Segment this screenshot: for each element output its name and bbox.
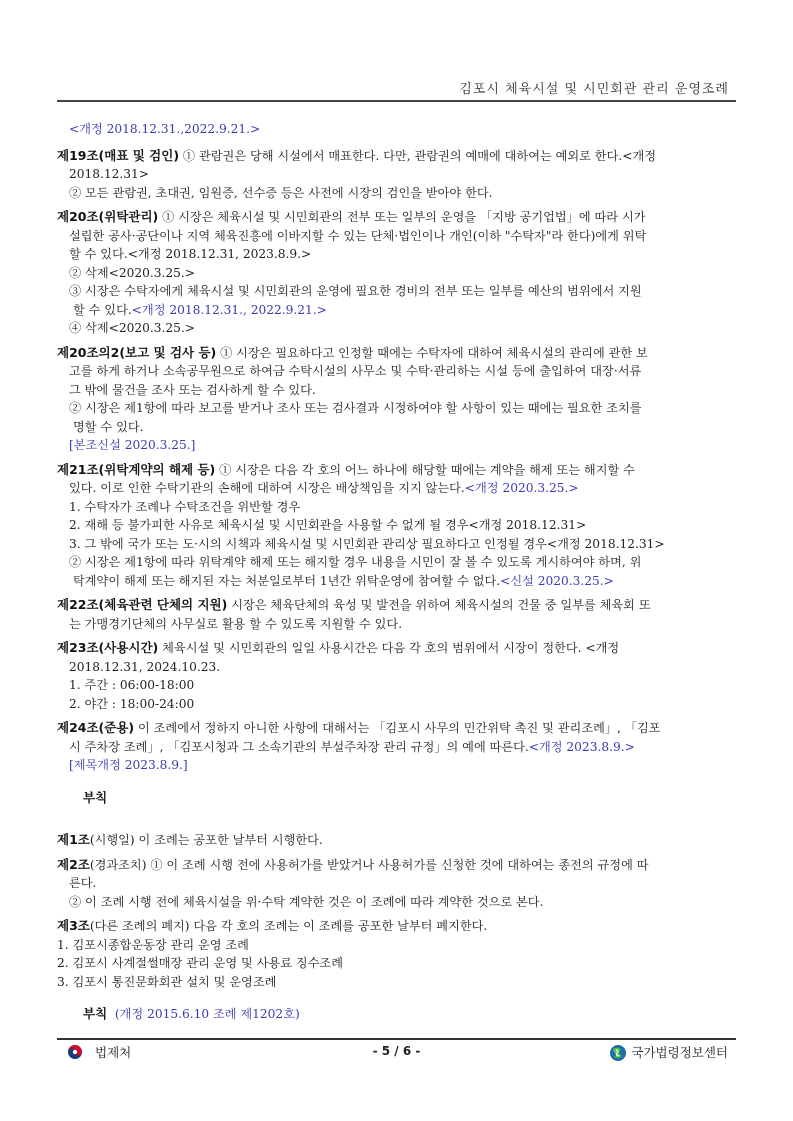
page-footer [57,1043,736,1065]
article-heading: 제24조(준용) [57,720,135,735]
paragraph-text: (시행일) 이 조례는 공포한 날부터 시행한다. [89,833,323,847]
paragraph-text: 있다. 이로 인한 수탁기관의 손해에 대하여 시장은 배상책임을 지지 않는다. [69,481,465,495]
paragraph-text: ① 관람권은 당해 시설에서 매표한다. 다만, 관람권의 예매에 대하여는 예외로 한다.<개정 [179,148,656,163]
paragraph-text: ② 시장은 제1항에 따라 위탁계약 해제 또는 해지할 경우 내용을 시민이 잘 볼 수 있도록 게시하여야 하며, 위 [69,555,642,569]
paragraph-text: ② 시장은 제1항에 따라 보고를 받거나 조사 또는 검사결과 시정하여야 할 사항이 있는 때에는 필요한 조치를 [69,401,642,415]
supplementary-article-2 [57,856,736,912]
article-20-2 [57,344,736,455]
footer-divider [57,1038,736,1040]
paragraph-text: 른다. [69,876,97,890]
article-heading: 제20조의2(보고 및 검사 등) [57,344,217,360]
list-item: 1. 주간 : 06:00-18:00 [69,678,195,692]
law-center-logo-icon [609,1044,625,1060]
list-item: 3. 그 밖에 국가 또는 도·시의 시책과 체육시설 및 시민회관 관리상 필요하다고 인정될 경우<개정 2018.12.31> [69,536,665,551]
paragraph-text: 할 수 있다. [73,302,132,317]
list-item: 2. 김포시 사계절썰매장 관리 운영 및 사용료 징수조례 [57,956,343,970]
header-divider [57,100,736,102]
paragraph-text: 명할 수 있다. [73,419,144,434]
paragraph-text: 시 주차장 조례」, 「김포시청과 그 소속기관의 부설주차장 관리 규정」의 예에 따른다. [69,739,529,754]
paragraph-text: 2018.12.31, 2024.10.23. [69,659,221,674]
paragraph-text: 그 밖에 물건을 조사 또는 검사하게 할 수 있다. [69,382,316,397]
amend-note: <개정 2018.12.31., 2022.9.21.> [131,302,327,317]
paragraph-text: 는 가맹경기단체의 사무실로 활용 할 수 있도록 지원할 수 있다. [69,616,403,631]
article-heading: 제2조 [57,856,90,872]
article-heading: 제22조(체육관련 단체의 지원) [57,597,228,612]
article-21 [57,461,736,591]
supplementary-article-3 [57,917,736,991]
paragraph-text: ② 이 조례 시행 전에 체육시설을 위·수탁 계약한 것은 이 조례에 따라 계약한 것으로 본다. [69,894,544,909]
list-item: 1. 김포시종합운동장 관리 운영 조례 [57,937,249,952]
paragraph-text: ③ 시장은 수탁자에게 체육시설 및 시민회관의 운영에 필요한 경비의 전부 또는 일부를 예산의 범위에서 지원 [69,284,642,298]
footer-right-label: 국가법령정보센터 [631,1045,728,1060]
paragraph-text: 탁계약이 해제 또는 해지된 자는 처분일로부터 1년간 위탁운영에 참여할 수 없다. [73,573,501,588]
list-item: 3. 김포시 통진문화회관 설치 및 운영조례 [57,974,277,989]
paragraph-text: ② 모든 관람권, 초대권, 임원증, 선수증 등은 사전에 시장의 검인을 받아야 한다. [69,185,493,200]
article-heading: 제3조 [57,918,90,933]
article-23 [57,639,736,713]
paragraph-text: (다른 조례의 폐지) 다음 각 호의 조례는 이 조례를 공포한 날부터 폐지한다. [89,919,488,933]
paragraph-text: 이 조례에서 정하지 아니한 사항에 대해서는 「김포시 사무의 민간위탁 촉진 및 관리조례」, 「김포 [134,721,661,735]
paragraph-text: (경과조치) ① 이 조례 시행 전에 사용허가를 받았거나 사용허가를 신청한 것에 대하여는 종전의 규정에 따 [89,857,649,872]
paragraph-text: 2018.12.31> [69,167,149,181]
paragraph-text: ① 시장은 다음 각 호의 어느 하나에 해당할 때에는 계약을 해제 또는 해지할 수 [215,462,635,477]
article-19 [57,147,736,203]
paragraph-text: 할 수 있다.<개정 2018.12.31, 2023.8.9.> [69,247,312,261]
paragraph-text: 설립한 공사·공단이나 지역 체육진흥에 이바지할 수 있는 단체·법인이나 개인(이하 "수탁자"라 한다)에게 위탁 [69,228,647,243]
page-number: - 5 / 6 - [372,1044,421,1058]
list-item: 2. 야간 : 18:00-24:00 [69,696,195,711]
supplementary-title: 부칙 [83,1006,108,1021]
article-24 [57,719,736,775]
footer-left-label: 법제처 [95,1045,132,1060]
amend-note: <개정 2023.8.9.> [528,739,635,754]
amend-note: <개정 2018.12.31.,2022.9.21.> [69,122,261,136]
paragraph-text: ④ 삭제<2020.3.25.> [69,321,195,335]
article-20 [57,208,736,338]
paragraph-text: 고를 하게 하거나 소속공무원으로 하여금 수탁시설의 사무소 및 수탁·관리하는 시설 등에 출입하여 대장·서류 [69,364,642,378]
amend-note: (개정 2015.6.10 조례 제1202호) [114,1007,300,1021]
amend-note: [제목개정 2023.8.9.] [69,758,188,772]
paragraph-text: 체육시설 및 시민회관의 일일 사용시간은 다음 각 호의 범위에서 시장이 정한다. <개정 [158,641,620,655]
article-heading: 제20조(위탁관리) [57,209,159,224]
article-22 [57,596,736,633]
amend-note: <개정 2020.3.25.> [464,481,579,495]
paragraph-text: ① 시장은 체육시설 및 시민회관의 전부 또는 일부의 운영을 「지방 공기업법」에 따라 시가 [158,210,646,224]
supplementary-article-1 [57,831,736,850]
amend-note: [본조신설 2020.3.25.] [69,438,196,452]
article-heading: 제19조(매표 및 검인) [57,147,180,163]
paragraph-text: ① 시장은 필요하다고 인정할 때에는 수탁자에 대하여 체육시설의 관리에 관한 보 [216,345,648,360]
amend-note: <신설 2020.3.25.> [500,573,614,588]
list-item: 1. 수탁자가 조례나 수탁조건을 위반할 경우 [69,499,301,514]
list-item: 2. 재해 등 불가피한 사유로 체육시설 및 시민회관을 사용할 수 없게 될 경우<개정 2018.12.31> [69,518,587,532]
article-heading: 제23조(사용시간) [57,640,159,655]
supplementary-title: 부칙 [83,789,108,805]
document-title: 김포시 체육시설 및 시민회관 관리 운영조례 [459,82,729,97]
article-heading: 제1조 [57,832,90,847]
paragraph-text: ② 삭제<2020.3.25.> [69,265,195,280]
paragraph-text: 시장은 체육단체의 육성 및 발전을 위하여 체육시설의 건물 중 일부를 체육회 또 [227,598,651,612]
document-body [57,120,736,1024]
article-heading: 제21조(위탁계약의 해제 등) [57,461,216,477]
